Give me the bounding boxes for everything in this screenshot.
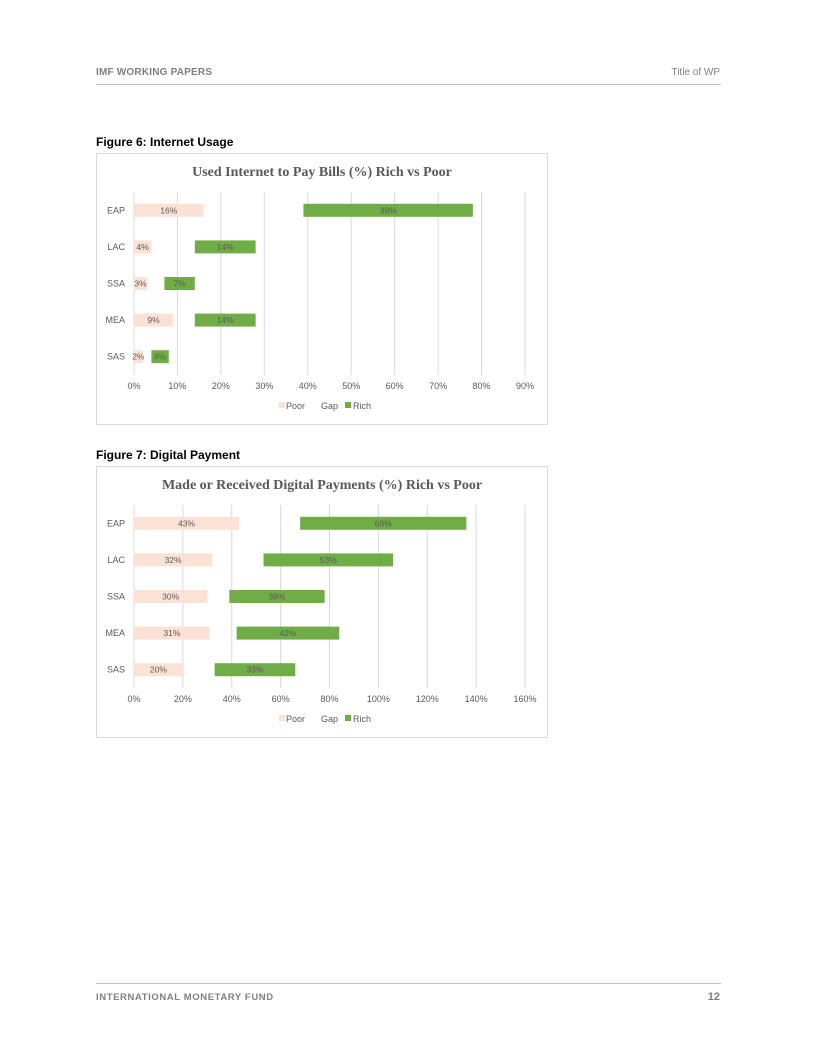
running-header-title: IMF WORKING PAPERS [96,67,213,78]
legend-label-poor: Poor [286,401,306,411]
category-label: MEA [105,315,125,326]
data-label-poor: 43% [178,518,196,529]
x-tick-label: 30% [255,381,274,391]
x-tick-label: 60% [271,694,290,704]
x-tick-label: 50% [342,381,361,391]
figure-6-caption: Figure 6: Internet Usage [96,135,234,149]
category-label: SSA [106,278,125,289]
header-rule [96,84,721,85]
data-label-rich: 7% [173,278,186,289]
chart-digital-payment [96,466,548,738]
data-label-rich: 53% [319,554,337,565]
x-tick-label: 120% [415,694,439,704]
data-label-rich: 14% [216,315,234,326]
legend-swatch-rich [345,715,351,721]
chart-title: Used Internet to Pay Bills (%) Rich vs Poor [192,165,452,180]
x-tick-label: 80% [472,381,491,391]
category-label: EAP [106,518,125,529]
category-label: SSA [106,591,125,602]
legend-swatch-poor [279,715,285,721]
data-label-poor: 2% [132,351,145,362]
data-label-poor: 30% [162,591,180,602]
footer-rule [96,983,721,984]
x-tick-label: 60% [385,381,404,391]
chart-internet-usage-svg [97,154,547,424]
x-tick-label: 80% [320,694,339,704]
footer-organization: INTERNATIONAL MONETARY FUND [96,992,274,1003]
category-label: EAP [106,205,125,216]
category-label: SAS [106,664,125,675]
category-label: MEA [105,628,125,639]
data-label-rich: 14% [216,241,234,252]
running-header-paper-title: Title of WP [671,67,720,78]
data-label-rich: 33% [246,664,264,675]
data-label-poor: 4% [136,241,149,252]
x-tick-label: 90% [515,381,535,391]
data-label-poor: 16% [160,205,178,216]
x-tick-label: 0% [127,694,141,704]
figure-7-caption: Figure 7: Digital Payment [96,448,241,462]
chart-internet-usage [96,153,548,425]
x-tick-label: 40% [222,694,241,704]
x-tick-label: 160% [513,694,537,704]
data-label-rich: 42% [279,628,297,639]
x-tick-label: 140% [464,694,488,704]
category-label: LAC [107,241,125,252]
legend-label-rich: Rich [353,714,372,724]
chart-digital-payment-svg [97,467,547,737]
data-label-rich: 68% [374,518,392,529]
legend-label-gap: Gap [321,401,339,411]
data-label-poor: 3% [134,278,147,289]
legend-swatch-poor [279,402,285,408]
data-label-rich: 39% [268,591,286,602]
chart-title: Made or Received Digital Payments (%) Rich vs Poor [161,478,483,493]
category-label: SAS [106,351,125,362]
data-label-poor: 20% [149,664,167,675]
x-tick-label: 100% [366,694,390,704]
x-tick-label: 20% [173,694,192,704]
x-tick-label: 40% [298,381,317,391]
x-tick-label: 70% [429,381,448,391]
data-label-rich: 39% [379,205,397,216]
legend-label-gap: Gap [321,714,339,724]
legend-swatch-rich [345,402,351,408]
data-label-poor: 31% [163,628,181,639]
x-tick-label: 0% [127,381,141,391]
legend-label-poor: Poor [286,714,306,724]
data-label-rich: 4% [153,351,167,362]
legend-label-rich: Rich [353,401,372,411]
x-tick-label: 10% [168,381,187,391]
data-label-poor: 9% [147,315,160,326]
page-number: 12 [707,991,720,1003]
data-label-poor: 32% [164,554,182,565]
x-tick-label: 20% [211,381,230,391]
category-label: LAC [107,554,125,565]
